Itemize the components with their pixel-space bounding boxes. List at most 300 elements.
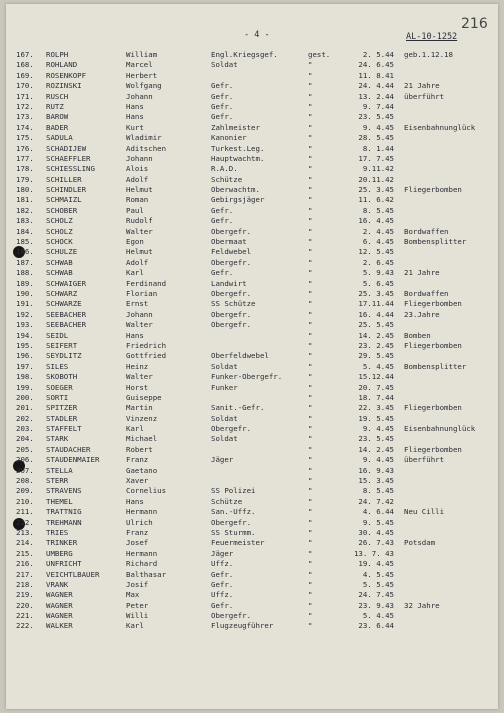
first-name: Egon	[126, 237, 144, 247]
rank: Funker	[211, 382, 238, 392]
note: Bordwaffen	[404, 226, 449, 236]
table-row	[6, 185, 498, 195]
table-row	[6, 414, 498, 424]
surname: STAUDACHER	[46, 444, 91, 454]
rank: R.A.D.	[211, 164, 238, 174]
surname: STRAVENS	[46, 486, 82, 496]
entry-number: 188.	[16, 268, 34, 278]
rank: Obergefr.	[211, 309, 252, 319]
rank: Flugzeugführer	[211, 621, 274, 631]
status-mark: "	[308, 237, 313, 247]
rank: Gefr.	[211, 268, 234, 278]
first-name: Paul	[126, 205, 144, 215]
first-name: Robert	[126, 444, 153, 454]
rank: Schütze	[211, 496, 243, 506]
entry-number: 187.	[16, 257, 34, 267]
entry-number: 203.	[16, 424, 34, 434]
first-name: Ferdinand	[126, 278, 167, 288]
entry-number: 175.	[16, 133, 34, 143]
first-name: Friedrich	[126, 340, 167, 350]
table-row	[6, 164, 498, 174]
first-name: Alois	[126, 164, 149, 174]
date: 9. 5.45	[362, 517, 394, 527]
table-row	[6, 102, 498, 112]
entry-number: 168.	[16, 60, 34, 70]
date: 9.11.42	[362, 164, 394, 174]
first-name: Hermann	[126, 507, 158, 517]
status-mark: "	[308, 174, 313, 184]
table-row	[6, 154, 498, 164]
surname: SCHULZE	[46, 247, 78, 257]
table-row	[6, 133, 498, 143]
surname: STERR	[46, 476, 69, 486]
status-mark: "	[308, 70, 313, 80]
entry-number: 210.	[16, 496, 34, 506]
first-name: Aditschen	[126, 143, 167, 153]
first-name: Ernst	[126, 299, 149, 309]
status-mark: "	[308, 559, 313, 569]
surname: STADLER	[46, 413, 78, 423]
date: 8. 5.45	[362, 205, 394, 215]
first-name: Karl	[126, 424, 144, 434]
rank: Jäger	[211, 548, 234, 558]
note: 21 Jahre	[404, 81, 440, 91]
status-mark: "	[308, 268, 313, 278]
status-mark: "	[308, 340, 313, 350]
status-mark: "	[308, 476, 313, 486]
table-row	[6, 601, 498, 611]
note: 32 Jahre	[404, 600, 440, 610]
status-mark: "	[308, 257, 313, 267]
date: 25. 3.45	[358, 185, 394, 195]
first-name: Roman	[126, 195, 149, 205]
date: 14. 2.45	[358, 444, 394, 454]
date: 11. 6.42	[358, 195, 394, 205]
status-mark: "	[308, 164, 313, 174]
date: 4. 6.44	[362, 507, 394, 517]
table-row	[6, 570, 498, 580]
entry-number: 220.	[16, 600, 34, 610]
rank: Obergefr.	[211, 288, 252, 298]
note: Fliegerbomben	[404, 403, 462, 413]
surname: SCHILLER	[46, 174, 82, 184]
date: 11. 8.41	[358, 70, 394, 80]
table-row	[6, 590, 498, 600]
rank: Schütze	[211, 174, 243, 184]
status-mark: "	[308, 112, 313, 122]
entry-number: 181.	[16, 195, 34, 205]
date: 2. 4.45	[362, 226, 394, 236]
stamp-number: 216	[461, 16, 488, 32]
entry-number: 178.	[16, 164, 34, 174]
first-name: Karl	[126, 268, 144, 278]
first-name: Ulrich	[126, 517, 153, 527]
rank: Uffz.	[211, 559, 234, 569]
rank: Feuermeister	[211, 538, 265, 548]
table-row	[6, 310, 498, 320]
status-mark: "	[308, 538, 313, 548]
surname: STARK	[46, 434, 69, 444]
first-name: Balthasar	[126, 569, 167, 579]
first-name: Gottfried	[126, 351, 167, 361]
entry-number: 205.	[16, 444, 34, 454]
rank: Oberwachtm.	[211, 185, 260, 195]
note: 23.Jahre	[404, 309, 440, 319]
rank: Hauptwachtm.	[211, 153, 265, 163]
date: 15. 3.45	[358, 476, 394, 486]
rank: Soldat	[211, 434, 238, 444]
table-row	[6, 383, 498, 393]
table-row	[6, 611, 498, 621]
first-name: Rudolf	[126, 216, 153, 226]
surname: STAFFELT	[46, 424, 82, 434]
rank: Gefr.	[211, 205, 234, 215]
page-number: - 4 -	[244, 30, 270, 40]
status-mark: "	[308, 413, 313, 423]
surname: UMBERG	[46, 548, 73, 558]
rank: Gefr.	[211, 81, 234, 91]
status-mark: "	[308, 590, 313, 600]
surname: VRANK	[46, 579, 69, 589]
table-row	[6, 247, 498, 257]
rank: Obergefr.	[211, 424, 252, 434]
table-row	[6, 528, 498, 538]
date: 20.11.42	[358, 174, 394, 184]
entry-number: 213.	[16, 527, 34, 537]
entry-number: 189.	[16, 278, 34, 288]
date: 5. 4.45	[362, 611, 394, 621]
surname: WAGNER	[46, 590, 73, 600]
status-mark: "	[308, 320, 313, 330]
note: Bombensplitter	[404, 237, 467, 247]
surname: SEEBACHER	[46, 320, 87, 330]
first-name: Vinzenz	[126, 413, 158, 423]
date: 8. 1.44	[362, 143, 394, 153]
first-name: Horst	[126, 382, 149, 392]
first-name: Johann	[126, 91, 153, 101]
rank: Gefr.	[211, 579, 234, 589]
table-row	[6, 455, 498, 465]
table-row	[6, 144, 498, 154]
date: 5. 5.45	[362, 579, 394, 589]
first-name: Johann	[126, 153, 153, 163]
surname: SKOBOTH	[46, 372, 78, 382]
status-mark: "	[308, 434, 313, 444]
note: 21 Jahre	[404, 268, 440, 278]
table-row	[6, 112, 498, 122]
date: 25. 5.45	[358, 320, 394, 330]
entry-number: 222.	[16, 621, 34, 631]
date: 16. 4.44	[358, 309, 394, 319]
surname: RUSCH	[46, 91, 69, 101]
table-row	[6, 476, 498, 486]
table-row	[6, 60, 498, 70]
status-mark: "	[308, 600, 313, 610]
rank: Engl.Kriegsgef.	[211, 50, 278, 59]
table-row	[6, 341, 498, 351]
entry-number: 190.	[16, 288, 34, 298]
status-mark: "	[308, 278, 313, 288]
date: 5. 4.45	[362, 361, 394, 371]
note: geb.1.12.18	[404, 50, 453, 59]
date: 9. 4.45	[362, 424, 394, 434]
entry-number: 219.	[16, 590, 34, 600]
table-row	[6, 559, 498, 569]
rank: Gefr.	[211, 600, 234, 610]
status-mark: "	[308, 455, 313, 465]
entry-number: 182.	[16, 205, 34, 215]
first-name: Wolfgang	[126, 81, 162, 91]
date: 17. 7.45	[358, 153, 394, 163]
entry-number: 204.	[16, 434, 34, 444]
status-mark: "	[308, 143, 313, 153]
surname: SCHAEFFLER	[46, 153, 91, 163]
note: Fliegerbomben	[404, 444, 462, 454]
status-mark: "	[308, 226, 313, 236]
table-row	[6, 123, 498, 133]
table-row	[6, 50, 498, 60]
entry-number: 207.	[16, 465, 34, 475]
entry-number: 183.	[16, 216, 34, 226]
table-row	[6, 320, 498, 330]
date: 16. 9.43	[358, 465, 394, 475]
date: 24. 7.42	[358, 496, 394, 506]
table-row	[6, 372, 498, 382]
date: 24. 6.45	[358, 60, 394, 70]
entry-number: 191.	[16, 299, 34, 309]
table-row	[6, 289, 498, 299]
first-name: Marcel	[126, 60, 153, 70]
note: Eisenbahnunglück	[404, 122, 476, 132]
entry-number: 186.	[16, 247, 34, 257]
entry-number: 198.	[16, 372, 34, 382]
surname: ROSENKOPF	[46, 70, 87, 80]
status-mark: gest.	[308, 50, 331, 59]
note: überführt	[404, 91, 445, 101]
first-name: Martin	[126, 403, 153, 413]
first-name: Willi	[126, 611, 149, 621]
rank: Turkest.Leg.	[211, 143, 265, 153]
date: 2. 6.45	[362, 257, 394, 267]
status-mark: "	[308, 122, 313, 132]
date: 19. 5.45	[358, 413, 394, 423]
surname: SCHADIJEW	[46, 143, 87, 153]
status-mark: "	[308, 351, 313, 361]
table-row	[6, 549, 498, 559]
first-name: Michael	[126, 434, 158, 444]
status-mark: "	[308, 133, 313, 143]
rank: Gefr.	[211, 101, 234, 111]
date: 13. 7. 43	[353, 548, 394, 558]
surname: SILES	[46, 361, 69, 371]
status-mark: "	[308, 81, 313, 91]
date: 12. 5.45	[358, 247, 394, 257]
entry-number: 200.	[16, 392, 34, 402]
date: 23. 5.45	[358, 112, 394, 122]
first-name: Hans	[126, 101, 144, 111]
table-row	[6, 393, 498, 403]
surname: TREHMANN	[46, 517, 82, 527]
first-name: Heinz	[126, 361, 149, 371]
note: Eisenbahnunglück	[404, 424, 476, 434]
first-name: Wladimir	[126, 133, 162, 143]
date: 30. 4.45	[358, 527, 394, 537]
date: 23. 5.45	[358, 434, 394, 444]
status-mark: "	[308, 527, 313, 537]
first-name: Karl	[126, 621, 144, 631]
entry-number: 216.	[16, 559, 34, 569]
note: Fliegerbomben	[404, 299, 462, 309]
first-name: Cornelius	[126, 486, 167, 496]
table-row	[6, 195, 498, 205]
rank: Soldat	[211, 361, 238, 371]
date: 9. 7.44	[362, 101, 394, 111]
surname: SADULA	[46, 133, 73, 143]
entry-number: 172.	[16, 101, 34, 111]
date: 16. 4.45	[358, 216, 394, 226]
entry-number: 174.	[16, 122, 34, 132]
table-row	[6, 71, 498, 81]
table-row	[6, 268, 498, 278]
surname: SCHWAB	[46, 257, 73, 267]
rank: Landwirt	[211, 278, 247, 288]
note: Fliegerbomben	[404, 185, 462, 195]
first-name: William	[126, 50, 158, 59]
first-name: Josif	[126, 579, 149, 589]
first-name: Peter	[126, 600, 149, 610]
table-row	[6, 621, 498, 631]
surname: STAUDENMAIER	[46, 455, 100, 465]
surname: SEEBACHER	[46, 309, 87, 319]
entry-number: 192.	[16, 309, 34, 319]
surname: SEIDL	[46, 330, 69, 340]
first-name: Max	[126, 590, 140, 600]
note: Neu Cilli	[404, 507, 445, 517]
surname: SCHWAIGER	[46, 278, 87, 288]
rank: SS Polizei	[211, 486, 256, 496]
status-mark: "	[308, 205, 313, 215]
rank: Sanit.-Gefr.	[211, 403, 265, 413]
surname: SCHOBER	[46, 205, 78, 215]
surname: BAROW	[46, 112, 69, 122]
surname: BADER	[46, 122, 69, 132]
first-name: Josef	[126, 538, 149, 548]
document-page	[6, 4, 498, 709]
status-mark: "	[308, 548, 313, 558]
entry-number: 176.	[16, 143, 34, 153]
entry-number: 217.	[16, 569, 34, 579]
table-row	[6, 486, 498, 496]
status-mark: "	[308, 299, 313, 309]
entry-number: 221.	[16, 611, 34, 621]
note: Bombensplitter	[404, 361, 467, 371]
rank: SS Sturmm.	[211, 527, 256, 537]
table-row	[6, 434, 498, 444]
table-row	[6, 237, 498, 247]
rank: Soldat	[211, 60, 238, 70]
status-mark: "	[308, 288, 313, 298]
entry-number: 173.	[16, 112, 34, 122]
table-row	[6, 258, 498, 268]
first-name: Franz	[126, 527, 149, 537]
entry-number: 199.	[16, 382, 34, 392]
date: 24. 7.45	[358, 590, 394, 600]
table-row	[6, 403, 498, 413]
entry-number: 180.	[16, 185, 34, 195]
status-mark: "	[308, 195, 313, 205]
first-name: Hans	[126, 496, 144, 506]
entry-number: 169.	[16, 70, 34, 80]
document-reference: AL-10-1252	[406, 32, 458, 42]
entry-number: 208.	[16, 476, 34, 486]
rank: San.-Uffz.	[211, 507, 256, 517]
entry-number: 193.	[16, 320, 34, 330]
surname: SPITZER	[46, 403, 78, 413]
first-name: Helmut	[126, 185, 153, 195]
status-mark: "	[308, 569, 313, 579]
surname: THEMEL	[46, 496, 73, 506]
date: 29. 5.45	[358, 351, 394, 361]
surname: TRIES	[46, 527, 69, 537]
status-mark: "	[308, 361, 313, 371]
table-row	[6, 331, 498, 341]
surname: WAGNER	[46, 600, 73, 610]
date: 5. 9.43	[362, 268, 394, 278]
date: 2. 5.44	[362, 50, 394, 59]
first-name: Richard	[126, 559, 158, 569]
note: Bordwaffen	[404, 288, 449, 298]
date: 5. 6.45	[362, 278, 394, 288]
surname: SORTI	[46, 392, 69, 402]
entry-number: 195.	[16, 340, 34, 350]
status-mark: "	[308, 611, 313, 621]
entry-number: 206.	[16, 455, 34, 465]
entry-number: 167.	[16, 50, 34, 59]
status-mark: "	[308, 403, 313, 413]
rank: Gefr.	[211, 112, 234, 122]
table-row	[6, 538, 498, 548]
rank: Obergefr.	[211, 226, 252, 236]
date: 24. 4.44	[358, 81, 394, 91]
table-row	[6, 497, 498, 507]
rank: Funker-Obergefr.	[211, 372, 283, 382]
date: 28. 5.45	[358, 133, 394, 143]
entry-number: 171.	[16, 91, 34, 101]
date: 20. 7.45	[358, 382, 394, 392]
table-row	[6, 351, 498, 361]
table-row	[6, 299, 498, 309]
entry-number: 211.	[16, 507, 34, 517]
table-row	[6, 362, 498, 372]
rank: Jäger	[211, 455, 234, 465]
table-row	[6, 466, 498, 476]
table-row	[6, 92, 498, 102]
table-row	[6, 216, 498, 226]
status-mark: "	[308, 153, 313, 163]
date: 23. 9.43	[358, 600, 394, 610]
register-table	[6, 50, 498, 632]
entry-number: 177.	[16, 153, 34, 163]
surname: SOEGER	[46, 382, 73, 392]
rank: Gefr.	[211, 91, 234, 101]
first-name: Franz	[126, 455, 149, 465]
status-mark: "	[308, 91, 313, 101]
entry-number: 184.	[16, 226, 34, 236]
surname: SCHOLZ	[46, 216, 73, 226]
table-row	[6, 227, 498, 237]
entry-number: 212.	[16, 517, 34, 527]
status-mark: "	[308, 465, 313, 475]
